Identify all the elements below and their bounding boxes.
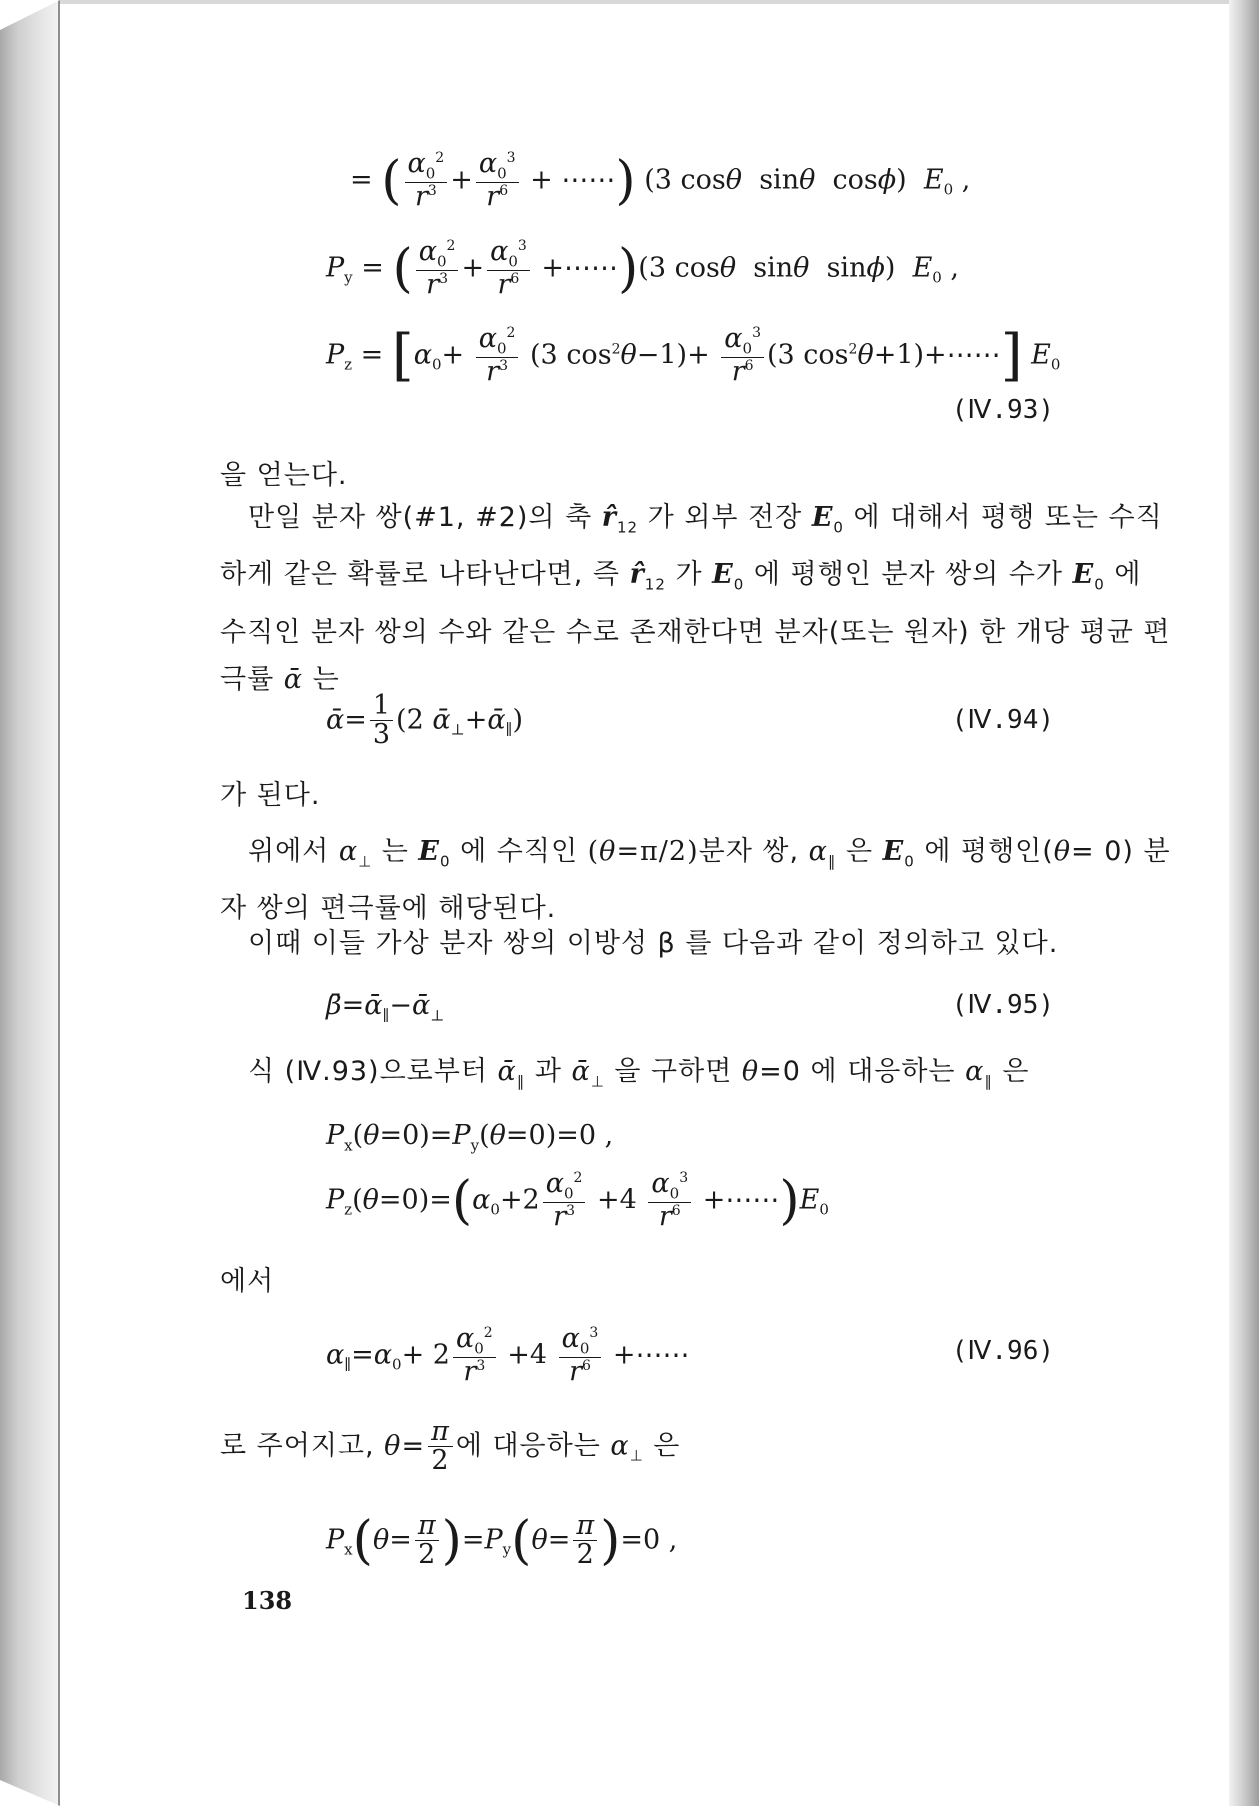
equation-96: $\alpha_\parallel=\alpha_0+ 2$ $\frac{\alpha_0^2}{r^3}$ +4 $\frac{\alpha_0^3}{r^6}$ +⋯⋯: [326, 1323, 690, 1388]
paragraph-4: 위에서 $\alpha_\perp$ 는 $E_0$ 에 수직인 (θ=π/2)분자 쌍, $\alpha_\parallel$ 은 $E_0$ 에 평행인(θ= 0) 분자 쌍의 편극률에 해당된다.: [220, 836, 1171, 925]
equation-tag-95: (Ⅳ.95): [951, 990, 1054, 1020]
paragraph-1: 을 얻는다.: [220, 460, 348, 491]
paragraph-7: 에서: [220, 1266, 275, 1297]
paragraph-6: 식 (Ⅳ.93)으로부터 ᾱ$_\parallel$ 과 ᾱ$_\perp$ 을 구하면 θ=0 에 대응하는 $\alpha_\parallel$ 은: [248, 1056, 1030, 1091]
equation-pxpy-pi2: $P_x(\theta=$ $\frac{\pi}{2}$ )$=P_y(\theta=$ $\frac{\pi}{2}$ )=0 ,: [326, 1510, 678, 1571]
equation-95: β̄=ᾱ$_\parallel$−ᾱ$_\perp$: [326, 990, 445, 1025]
page-right-edge: [1229, 0, 1259, 1806]
equation-94: ᾱ= $\frac{1}{3}$ (2 ᾱ$_\perp$+ᾱ$_\parallel$): [326, 690, 524, 751]
equation-px: = ( $\frac{\alpha_0^2}{r^3}$ + $\frac{\alpha_0^3}{r^6}$ + ⋯⋯) (3 cosθ sinθ cosϕ) $E_0$ ,: [350, 148, 971, 213]
equation-pz: $P_z = [\alpha_0+$ $\frac{\alpha_0^2}{r^3}$ (3 $\cos^2\theta-1)+$ $\frac{\alpha_0^3}{r^6}$ (3 $\cos^2\theta+1)+\cdots\cdots$] $E_0$: [326, 322, 1061, 388]
book-spine: [0, 0, 60, 1806]
equation-tag-94: (Ⅳ.94): [951, 705, 1054, 735]
equation-py: $P_y$ = ( $\frac{\alpha_0^2}{r^3}$ + $\frac{\alpha_0^3}{r^6}$ +⋯⋯)(3 cosθ sinθ sinϕ) $E_0$ ,: [326, 236, 959, 301]
book-page: [60, 0, 1229, 1806]
paragraph-3: 가 된다.: [220, 780, 321, 811]
paragraph-5: 이때 이들 가상 분자 쌍의 이방성 β 를 다음과 같이 정의하고 있다.: [248, 928, 1059, 959]
paragraph-2: 만일 분자 쌍(#1, #2)의 축 $r̂_{12}$ 가 외부 전장 $E_0$ 에 대해서 평행 또는 수직하게 같은 확률로 나타난다면, 즉 $r̂_{12}$ 가 $E_0$ 에 평행인 분자 쌍의 수가 $E_0$ 에 수직인 분자 쌍의 수와 같은 수로 존재한다면 분자(또는 원자) 한 개당 평균 편극률 ᾱ 는: [220, 502, 1171, 695]
paragraph-8: 로 주어지고, θ= $\frac{\pi}{2}$ 에 대응하는 $\alpha_\perp$ 은: [220, 1416, 681, 1477]
equation-pz-0: $P_z(\theta=0)=(\alpha_0+2$ $\frac{\alpha_0^2}{r^3}$ +4 $\frac{\alpha_0^3}{r^6}$ $+\cdots\cdots)E_0$: [326, 1168, 829, 1233]
equation-tag-96: (Ⅳ.96): [951, 1336, 1054, 1366]
equation-tag-93: (Ⅳ.93): [951, 395, 1054, 425]
equation-pxpy-0: $P_x(\theta=0)=P_y(\theta=0)=0$ ,: [326, 1120, 614, 1155]
page-number: 138: [242, 1586, 293, 1615]
